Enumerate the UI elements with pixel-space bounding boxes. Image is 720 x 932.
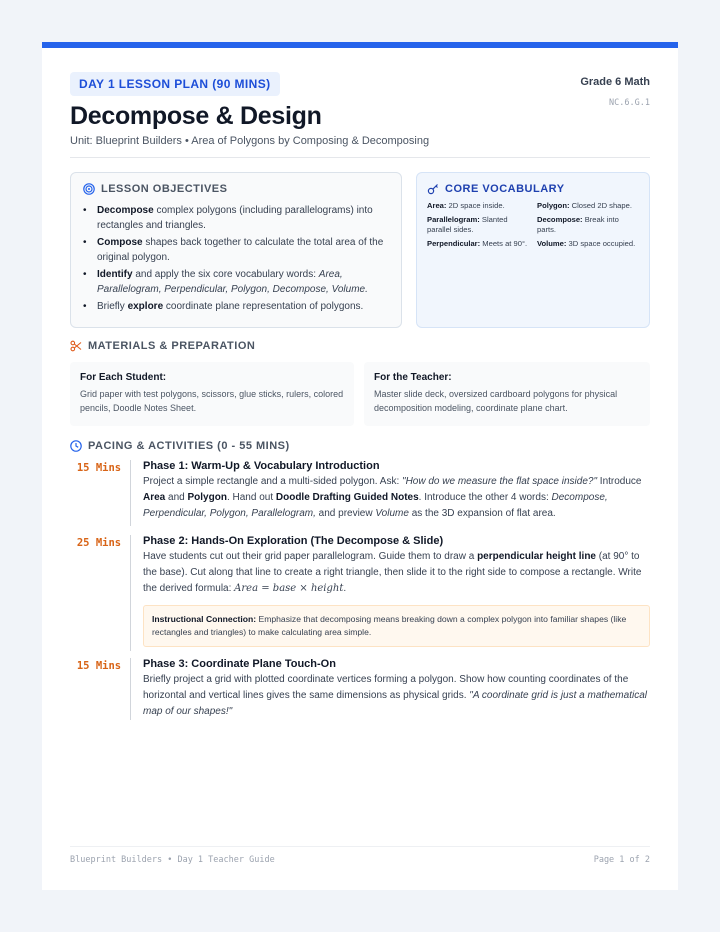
unit-subtitle: Unit: Blueprint Builders • Area of Polygons by Composing & Decomposing	[70, 135, 430, 147]
vocab-item	[537, 201, 639, 211]
list-item	[83, 299, 389, 314]
objective-prefix: Briefly	[97, 301, 128, 312]
standard-code: NC.6.G.1	[609, 98, 650, 108]
phase-body	[130, 658, 650, 720]
vocabulary-grid	[427, 201, 639, 249]
objectives-heading	[83, 183, 389, 195]
page-number: Page 1 of 2	[593, 855, 650, 865]
objective-verb: Decompose	[97, 205, 154, 216]
phase-time: 15 Mins	[76, 462, 122, 474]
list-item	[83, 267, 389, 297]
vocab-item	[427, 239, 529, 249]
phase-text: Briefly project a grid with plotted coordinate vertices forming a polygon. Show how counting coordinates of the horizontal and vertical lines gives the same dimensions as physical grids. "A coordinate grid is just a mathematical map of our shapes!"	[143, 674, 647, 717]
vocab-definition: 3D space occupied.	[566, 239, 636, 248]
vocab-item	[427, 201, 529, 211]
objective-verb: Identify	[97, 269, 133, 280]
pacing-heading-text: PACING & ACTIVITIES (0 - 55 MINS)	[88, 440, 290, 452]
key-icon	[427, 183, 439, 195]
instructional-connection-callout	[143, 605, 650, 647]
objective-text: complex polygons (including parallelograms) into rectangles and triangles.	[97, 205, 373, 231]
objective-verb: explore	[127, 301, 164, 312]
vocab-term: Decompose:	[537, 215, 583, 224]
pacing-heading	[70, 440, 290, 452]
objectives-list	[83, 203, 389, 314]
target-icon	[83, 183, 95, 195]
vocab-term: Volume:	[537, 239, 567, 248]
vocab-item	[537, 239, 639, 249]
list-item	[83, 203, 389, 233]
list-item	[83, 235, 389, 265]
vocabulary-card	[416, 172, 650, 328]
phase-title: Phase 1: Warm-Up & Vocabulary Introduction	[143, 460, 380, 472]
vocab-term: Area:	[427, 201, 447, 210]
objective-text: and apply the six core vocabulary words:	[132, 269, 319, 280]
callout-text: Emphasize that decomposing means breaking down a complex polygon into familiar shapes (like rectangles and triangles) to make calculating area simple.	[152, 614, 627, 637]
vocab-item	[427, 215, 529, 235]
vocab-definition: Meets at 90°.	[480, 239, 528, 248]
lesson-badge: DAY 1 LESSON PLAN (90 MINS)	[70, 72, 280, 96]
vocab-definition: Break into parts.	[537, 215, 619, 234]
page-header	[70, 72, 650, 158]
grade-label: Grade 6 Math	[580, 76, 650, 88]
phase-body	[130, 460, 650, 526]
page-footer	[70, 846, 650, 865]
teacher-materials-text: Master slide deck, oversized cardboard polygons for physical decomposition modeling, coordinate plane chart.	[374, 389, 618, 413]
callout-label: Instructional Connection:	[152, 614, 257, 624]
vocab-item	[537, 215, 639, 235]
footer-left: Blueprint Builders • Day 1 Teacher Guide	[70, 855, 275, 865]
phase-body	[130, 535, 650, 651]
area-formula: Area = base × height	[234, 583, 344, 594]
materials-heading	[70, 340, 255, 352]
phase-text: Project a simple rectangle and a multi-sided polygon. Ask: "How do we measure the flat space inside?" Introduce Area and Polygon. Hand out Doodle Drafting Guided Notes. Introduce the other 4 words: Decompose, Perpendicular, Polygon, Parallelogram, and preview Volume as the 3D expansion of flat area.	[143, 476, 642, 519]
phase-text: Have students cut out their grid paper parallelogram. Guide them to draw a perpendicular height line (at 90° to the base). Cut along that line to create a right triangle, then slide it to the right side to compose a rectangle. Write the derived formula: Area = base × height.	[143, 551, 642, 594]
page-title: Decompose & Design	[70, 102, 322, 130]
teacher-materials-title: For the Teacher:	[374, 372, 452, 383]
objectives-heading-text: LESSON OBJECTIVES	[101, 183, 228, 195]
phase-time: 25 Mins	[76, 537, 122, 549]
objectives-card	[70, 172, 402, 328]
vocabulary-heading-text: CORE VOCABULARY	[445, 183, 565, 195]
phase-time: 15 Mins	[76, 660, 122, 672]
vocab-term: Perpendicular:	[427, 239, 481, 248]
objective-vocab-list: Area, Parallelogram, Perpendicular, Polygon, Decompose, Volume.	[97, 269, 368, 295]
materials-heading-text: MATERIALS & PREPARATION	[88, 340, 256, 352]
objective-text: coordinate plane representation of polygons.	[163, 301, 364, 312]
objective-text: shapes back together to calculate the total area of the original polygon.	[97, 237, 384, 263]
vocab-definition: 2D space inside.	[446, 201, 505, 210]
student-materials-title: For Each Student:	[80, 372, 167, 383]
lesson-plan-page	[42, 42, 678, 890]
phase-title: Phase 3: Coordinate Plane Touch-On	[143, 658, 336, 670]
student-materials	[70, 362, 354, 426]
phase-title: Phase 2: Hands-On Exploration (The Decompose & Slide)	[143, 535, 444, 547]
vocab-term: Polygon:	[537, 201, 570, 210]
student-materials-text: Grid paper with test polygons, scissors, glue sticks, rulers, colored pencils, Doodle Notes Sheet.	[80, 389, 344, 413]
clock-icon	[70, 440, 82, 452]
vocab-term: Parallelogram:	[427, 215, 480, 224]
scissors-icon	[70, 340, 82, 352]
vocab-definition: Closed 2D shape.	[569, 201, 632, 210]
teacher-materials	[364, 362, 650, 426]
vocab-definition: Slanted parallel sides.	[427, 215, 508, 234]
objective-verb: Compose	[97, 237, 143, 248]
vocabulary-heading	[427, 183, 639, 195]
